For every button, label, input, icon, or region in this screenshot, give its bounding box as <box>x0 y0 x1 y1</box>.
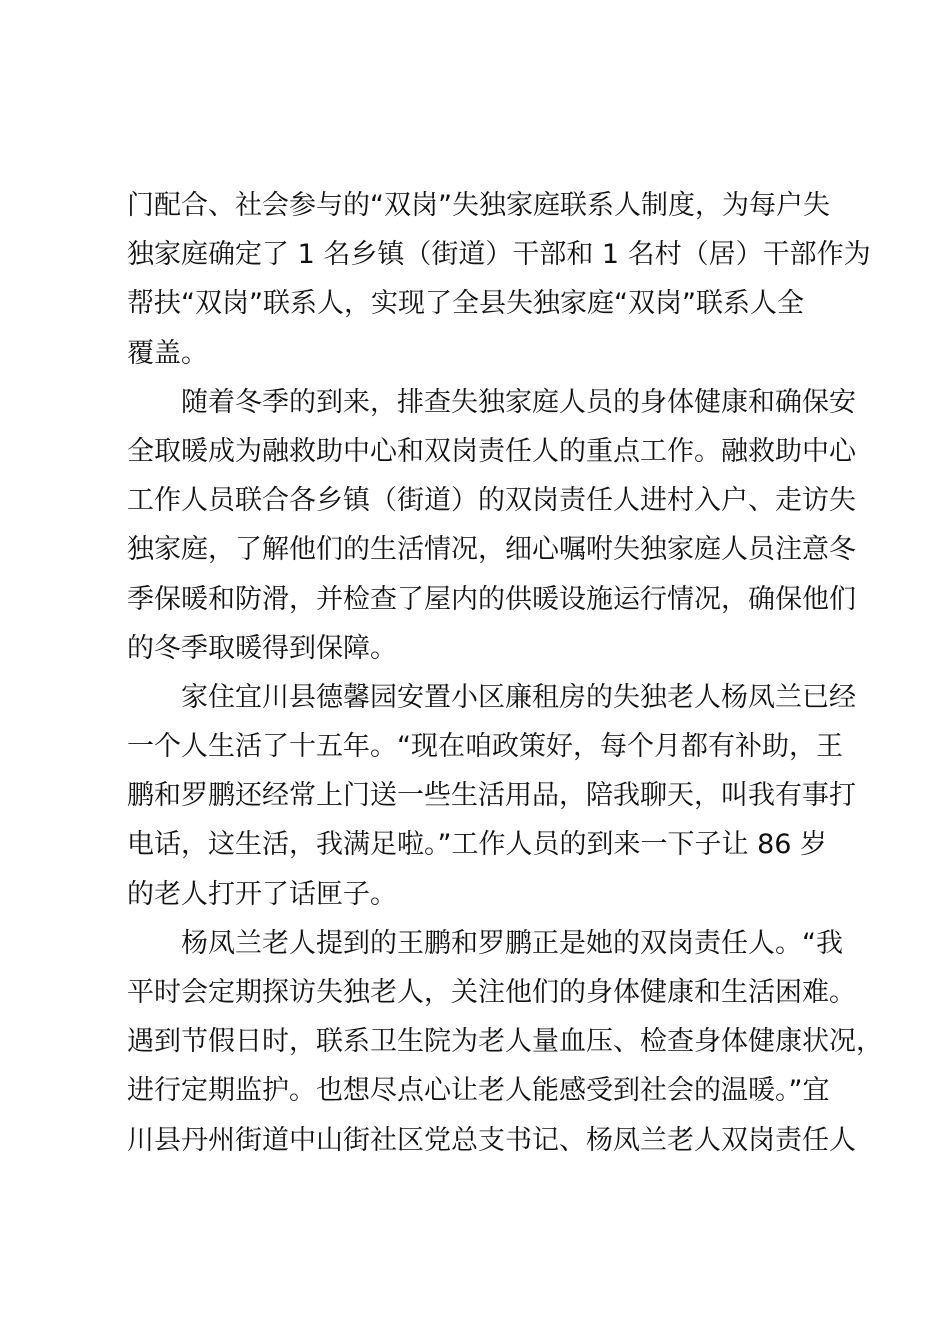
text-line: 电话，这生活，我满足啦。”工作人员的到来一下子让 86 岁 <box>127 829 828 861</box>
text-line: 川县丹州街道中山街社区党总支书记、杨凤兰老人双岗责任人 <box>127 1124 856 1156</box>
text-line: 帮扶“双岗”联系人，实现了全县失独家庭“双岗”联系人全 <box>127 288 804 320</box>
text-line: 鹏和罗鹏还经常上门送一些生活用品，陪我聊天，叫我有事打 <box>127 780 856 812</box>
paragraph-start-line: 杨凤兰老人提到的王鹏和罗鹏正是她的双岗责任人。“我 <box>181 927 843 959</box>
text-line: 的老人打开了话匣子。 <box>127 878 397 910</box>
article-body <box>127 181 883 1165</box>
text-line: 覆盖。 <box>127 337 208 369</box>
text-line: 门配合、社会参与的“双岗”失独家庭联系人制度，为每户失 <box>127 190 830 221</box>
text-line: 独家庭，了解他们的生活情况，细心嘱咐失独家庭人员注意冬 <box>127 534 856 566</box>
text-line: 一个人生活了十五年。“现在咱政策好，每个月都有补助，王 <box>127 731 843 763</box>
text-line: 的冬季取暖得到保障。 <box>127 632 397 664</box>
paragraph-start-line: 家住宜川县德馨园安置小区廉租房的失独老人杨凤兰已经 <box>181 681 856 713</box>
text-line: 季保暖和防滑，并检查了屋内的供暖设施运行情况，确保他们 <box>127 583 856 615</box>
paragraph-start-line: 随着冬季的到来，排查失独家庭人员的身体健康和确保安 <box>181 386 856 418</box>
text-line: 全取暖成为融救助中心和双岗责任人的重点工作。融救助中心 <box>127 435 856 467</box>
text-line: 平时会定期探访失独老人，关注他们的身体健康和生活困难。 <box>127 977 856 1008</box>
text-line: 独家庭确定了 1 名乡镇（街道）干部和 1 名村（居）干部作为 <box>127 239 871 271</box>
text-line: 遇到节假日时，联系卫生院为老人量血压、检查身体健康状况， <box>127 1026 883 1058</box>
text-line: 工作人员联合各乡镇（街道）的双岗责任人进村入户、走访失 <box>127 485 856 517</box>
text-line: 进行定期监护。也想尽点心让老人能感受到社会的温暖。”宜 <box>127 1075 830 1107</box>
